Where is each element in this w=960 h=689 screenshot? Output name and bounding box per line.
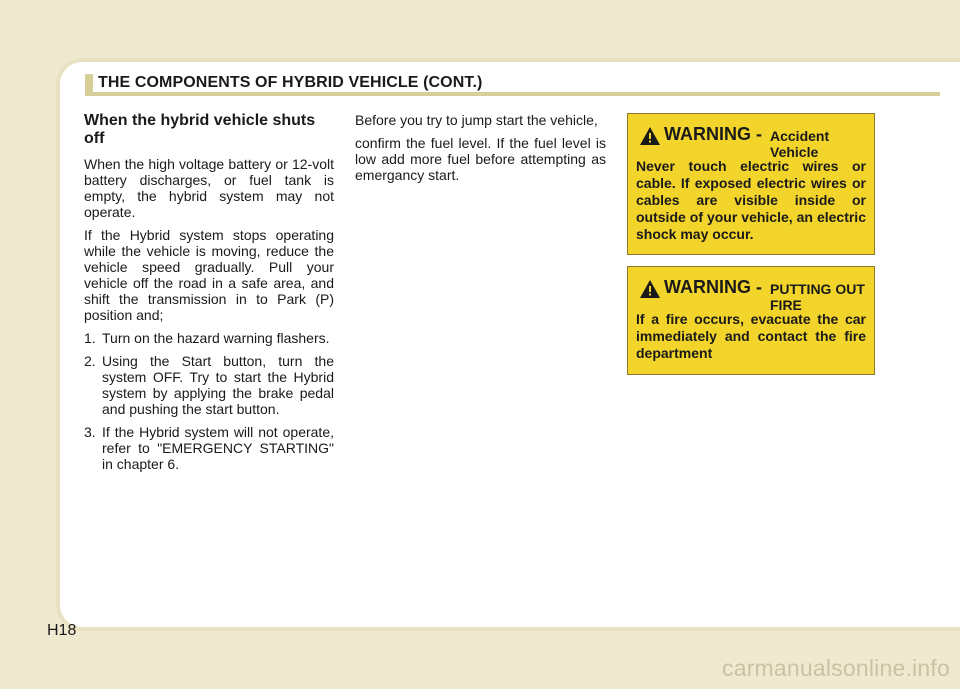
- warning-subtitle: PUTTING OUT FIRE: [770, 281, 865, 313]
- section-title: THE COMPONENTS OF HYBRID VEHICLE (CONT.): [98, 74, 483, 91]
- step-number: 1.: [84, 330, 96, 346]
- warning-box-fire: [627, 266, 875, 375]
- header-rule: [85, 92, 940, 96]
- step-text: Turn on the hazard warning flashers.: [102, 330, 330, 346]
- header-tab-marker: [85, 74, 93, 94]
- list-item: [84, 424, 334, 472]
- subsection-heading: When the hybrid vehicle shuts off: [84, 112, 316, 147]
- paragraph: If the Hybrid system stops operating while the vehicle is moving, reduce the vehicle speed gradually. Pull your vehicle off the road in a safe area, and shift the transmission in to Park (P) position and;: [84, 227, 334, 323]
- left-column: [84, 112, 334, 479]
- warning-header: [636, 120, 866, 158]
- paragraph: Before you try to jump start the vehicle,: [355, 112, 598, 128]
- steps-list: [84, 330, 334, 472]
- middle-column: [355, 112, 606, 190]
- paragraph: When the high voltage battery or 12-volt battery discharges, or fuel tank is empty, the hybrid system may not operate.: [84, 156, 334, 220]
- warning-body: Never touch electric wires or cable. If exposed electric wires or cables are visible inside or outside of your vehicle, an electric shock may occur.: [636, 158, 866, 242]
- paragraph: confirm the fuel level. If the fuel level is low add more fuel before attempting as emergancy start.: [355, 135, 606, 183]
- step-text: Using the Start button, turn the system OFF. Try to start the Hybrid system by applying the brake pedal and pushing the start button.: [102, 353, 334, 417]
- warning-header: [636, 273, 866, 311]
- warning-body: If a fire occurs, evacuate the car immediately and contact the fire department: [636, 311, 866, 361]
- step-number: 3.: [84, 424, 96, 440]
- warning-box-accident: [627, 113, 875, 255]
- step-number: 2.: [84, 353, 96, 369]
- warning-triangle-icon: [640, 127, 660, 145]
- warning-triangle-icon: [640, 280, 660, 298]
- list-item: [84, 353, 334, 417]
- warning-label: WARNING -: [664, 124, 762, 144]
- list-item: [84, 330, 334, 346]
- warning-subtitle: Accident Vehicle: [770, 128, 830, 160]
- watermark: carmanualsonline.info: [722, 655, 950, 681]
- warning-label: WARNING -: [664, 277, 762, 297]
- step-text: If the Hybrid system will not operate, refer to "EMERGENCY STARTING" in chapter 6.: [102, 424, 334, 472]
- page-number: H18: [47, 622, 77, 639]
